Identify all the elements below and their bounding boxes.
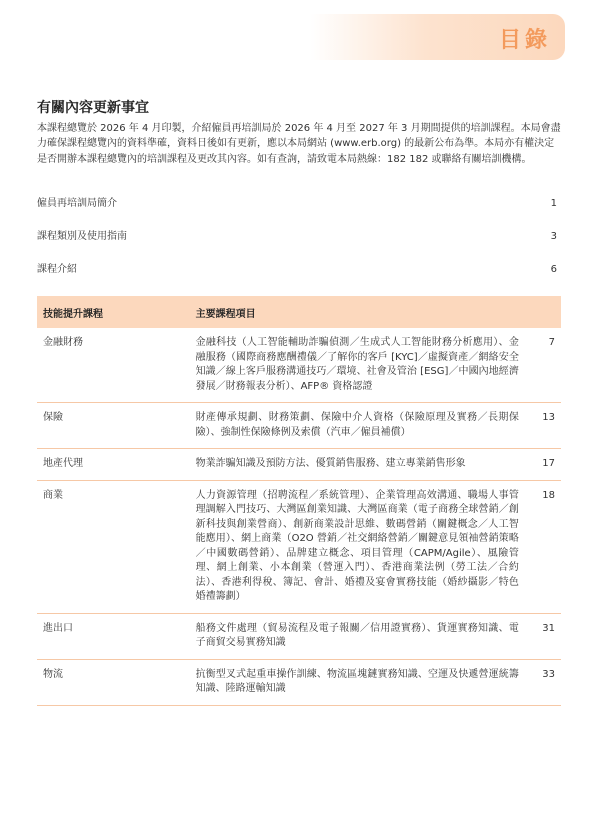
header-items: 主要課程項目 xyxy=(190,296,525,328)
table-of-contents xyxy=(37,196,557,295)
toc-entry-page: 3 xyxy=(550,231,557,242)
table-row[interactable] xyxy=(37,480,561,613)
toc-entry-label: 僱員再培訓局簡介 xyxy=(37,198,117,209)
row-category: 商業 xyxy=(37,480,190,613)
row-items: 財產傳承規劃、財務策劃、保險中介人資格（保險原理及實務／長期保險）、強制性保險條例及索償（汽車／僱員補償） xyxy=(190,403,525,449)
table-row[interactable] xyxy=(37,449,561,481)
section-banner xyxy=(310,14,565,60)
row-category: 金融財務 xyxy=(37,328,190,403)
table-row[interactable] xyxy=(37,328,561,403)
notice-paragraph: 本課程總覽於 2026 年 4 月印製，介紹僱員再培訓局於 2026 年 4 月至 2027 年 3 月期間提供的培訓課程。本局會盡力確保課程總覽內的資料準確，資料日後如有更新，應以本局網站 (www.erb.org) 的最新公布為準。本局亦有權決定是否開辦本課程總覽內的培訓課程及更改其內容。如有查詢，請致電本局熱線：182 182 或聯絡有關培訓機構。 xyxy=(37,123,561,165)
row-items: 抗衡型叉式起重車操作訓練、物流區塊鏈實務知識、空運及快遞營運統籌知識、陸路運輸知識 xyxy=(190,659,525,705)
header-category: 技能提升課程 xyxy=(37,296,190,328)
row-page: 18 xyxy=(525,480,561,613)
page-title: 目錄 xyxy=(498,28,551,53)
toc-entry[interactable] xyxy=(37,229,557,262)
toc-entry-page: 6 xyxy=(550,264,557,275)
row-category: 保險 xyxy=(37,403,190,449)
course-table xyxy=(37,296,561,706)
row-items: 人力資源管理（招聘流程／系統管理）、企業管理高效溝通、職場人事管理調解入門技巧、大灣區創業知識、大灣區商業（電子商務全球營銷／創新科技與創業營商）、創新商業設計思維、數碼營銷（關鍵概念／人工智能應用）、網上商業（O2O 營銷／社交網絡營銷／關鍵意見領袖營銷策略／中國數碼營銷）、品牌建立概念、項目管理（CAPM/Agile）、風險管理、網上創業、小本創業（營運入門）、香港商業法例（勞工法／合約法）、香港利得稅、簿記、會計、婚禮及宴會實務技能（婚紗攝影／特色婚禮籌劃） xyxy=(190,480,525,613)
toc-entry[interactable] xyxy=(37,262,557,295)
toc-entry-label: 課程類別及使用指南 xyxy=(37,231,127,242)
row-page: 17 xyxy=(525,449,561,481)
row-page: 7 xyxy=(525,328,561,403)
table-row[interactable] xyxy=(37,613,561,659)
row-items: 物業詐騙知識及預防方法、優質銷售服務、建立專業銷售形象 xyxy=(190,449,525,481)
notice-heading: 有關內容更新事宜 xyxy=(37,100,149,116)
row-items: 船務文件處理（貿易流程及電子報關／信用證實務）、貨運實務知識、電子商貿交易實務知識 xyxy=(190,613,525,659)
toc-entry[interactable] xyxy=(37,196,557,229)
row-page: 33 xyxy=(525,659,561,705)
toc-entry-page: 1 xyxy=(550,198,557,209)
row-category: 進出口 xyxy=(37,613,190,659)
row-items: 金融科技（人工智能輔助詐騙偵測／生成式人工智能財務分析應用）、金融服務（國際商務應酬禮儀／了解你的客戶 [KYC]／虛擬資產／網絡安全知識／線上客戶服務溝通技巧／環境、社會及管治 [ESG]／中國內地經濟發展／財務報表分析）、AFP® 資格認證 xyxy=(190,328,525,403)
row-page: 31 xyxy=(525,613,561,659)
row-page: 13 xyxy=(525,403,561,449)
table-row[interactable] xyxy=(37,403,561,449)
header-page xyxy=(525,296,561,328)
table-row[interactable] xyxy=(37,659,561,705)
row-category: 物流 xyxy=(37,659,190,705)
row-category: 地產代理 xyxy=(37,449,190,481)
toc-entry-label: 課程介紹 xyxy=(37,264,77,275)
table-header-row xyxy=(37,296,561,328)
